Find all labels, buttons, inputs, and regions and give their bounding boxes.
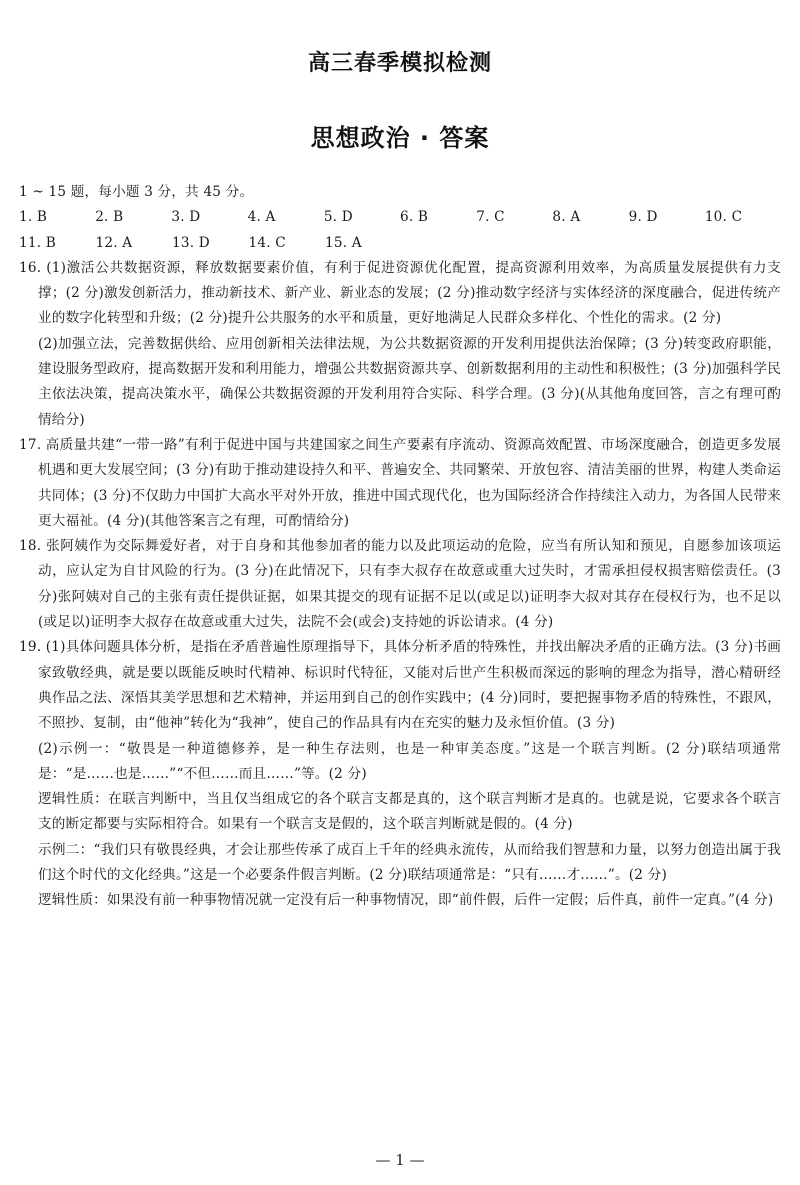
- choice-answer: 10. C: [704, 209, 743, 226]
- page-title: 高三春季模拟检测: [307, 51, 492, 76]
- q19-logic-1: 逻辑性质：在联言判断中，当且仅当组成它的各个联言支都是真的，这个联言判断才是真的。也就是说，它要求各个联言支的断定都要与实际相符合。如果有一个联言支是假的，这个联言判断就是假的。(4 分): [38, 791, 781, 833]
- choice-answer: 7. C: [476, 209, 505, 226]
- choice-answer: 6. B: [400, 209, 429, 226]
- choice-answer: 11. B: [19, 234, 56, 251]
- choice-answer: 1. B: [19, 209, 48, 226]
- q19-logic-2: 逻辑性质：如果没有前一种事物情况就一定没有后一种事物情况，即“前件假，后件一定假；后件真，前件一定真。”(4 分): [38, 892, 774, 909]
- choice-answer: 8. A: [552, 209, 581, 226]
- choice-row-2: [19, 231, 781, 256]
- answer-body: [19, 180, 781, 914]
- q18-answer: 18. 张阿姨作为交际舞爱好者，对于自身和其他参加者的能力以及此项运动的危险，应当有所认知和预见，自愿参加该项运动，应认定为自甘风险的行为。(3 分)在此情况下，只有李大叔存在故意或重大过失时，才需承担侵权损害赔偿责任。(3 分)张阿姨对自己的主张有责任提供证据，如果其提交的现有证据不足以(或足以)证明李大叔对其存在侵权行为，也不足以(或足以)证明李大叔存在故意或重大过失，法院不会(或会)支持她的诉讼请求。(4 分): [19, 538, 781, 631]
- choice-answer: 14. C: [248, 234, 286, 251]
- choice-answer: 2. B: [95, 209, 124, 226]
- choice-row-1: [19, 205, 781, 230]
- choice-answer: 3. D: [171, 209, 201, 226]
- q16-part1: 16. (1)激活公共数据资源，释放数据要素价值，有利于促进资源优化配置，提高资源利用效率，为高质量发展提供有力支撑；(2 分)激发创新活力，推动新技术、新产业、新业态的发展；(2 分)推动数字经济与实体经济的深度融合，促进传统产业的数字化转型和升级；(2 分)提升公共服务的水平和质量，更好地满足人民群众多样化、个性化的需求。(2 分): [19, 259, 781, 327]
- q19-part2-example1: (2)示例一：“敬畏是一种道德修养，是一种生存法则，也是一种审美态度。”这是一个联言判断。(2 分)联结项通常是：“是……也是……”“不但……而且……”等。(2 分): [38, 740, 781, 782]
- q16-part2: (2)加强立法，完善数据供给、应用创新相关法律法规，为公共数据资源的开发利用提供法治保障；(3 分)转变政府职能，建设服务型政府，提高数据开发和利用能力，增强公共数据资源共享、创新数据利用的主动性和积极性；(3 分)加强科学民主依法决策，提高决策水平，确保公共数据资源的开发利用符合实际、科学合理。(3 分)(从其他角度回答，言之有理可酌情给分): [38, 335, 781, 428]
- q19-part1: 19. (1)具体问题具体分析，是指在矛盾普遍性原理指导下，具体分析矛盾的特殊性，并找出解决矛盾的正确方法。(3 分)书画家致敬经典，就是要以既能反映时代精神、标识时代特征，又能对后世产生积极而深远的影响的理念为指导，潜心精研经典作品之法、深悟其美学思想和艺术精神，并运用到自己的创作实践中；(4 分)同时，要把握事物矛盾的特殊性，不跟风，不照抄、复制，由“他神”转化为“我神”，使自己的作品具有内在充实的魅力及永恒价值。(3 分): [19, 639, 781, 732]
- choice-answer: 15. A: [325, 234, 362, 251]
- choice-answer: 13. D: [172, 234, 210, 251]
- choice-answer: 9. D: [628, 209, 658, 226]
- choice-answer: 5. D: [323, 209, 353, 226]
- q17-answer: 17. 高质量共建“一带一路”有利于促进中国与共建国家之间生产要素有序流动、资源高效配置、市场深度融合，创造更多发展机遇和更大发展空间；(3 分)有助于推动建设持久和平、普遍安全、共同繁荣、开放包容、清洁美丽的世界，构建人类命运共同体；(3 分)不仅助力中国扩大高水平对外开放，推进中国式现代化，也为国际经济合作持续注入动力，为各国人民带来更大福祉。(4 分)(其他答案言之有理，可酌情给分): [19, 436, 781, 529]
- choice-instruction: 1 ~ 15 题，每小题 3 分，共 45 分。: [19, 184, 254, 200]
- page-subtitle: 思想政治 · 答案: [310, 124, 490, 152]
- choice-answer: 12. A: [95, 234, 133, 251]
- page-number: — 1 —: [375, 1151, 425, 1169]
- choice-answer: 4. A: [247, 209, 276, 226]
- q19-example2: 示例二：“我们只有敬畏经典，才会让那些传承了成百上千年的经典永流传，从而给我们智慧和力量，以努力创造出属于我们这个时代的文化经典。”这是一个必要条件假言判断。(2 分)联结项通常是：“只有……才……”。(2 分): [38, 841, 781, 884]
